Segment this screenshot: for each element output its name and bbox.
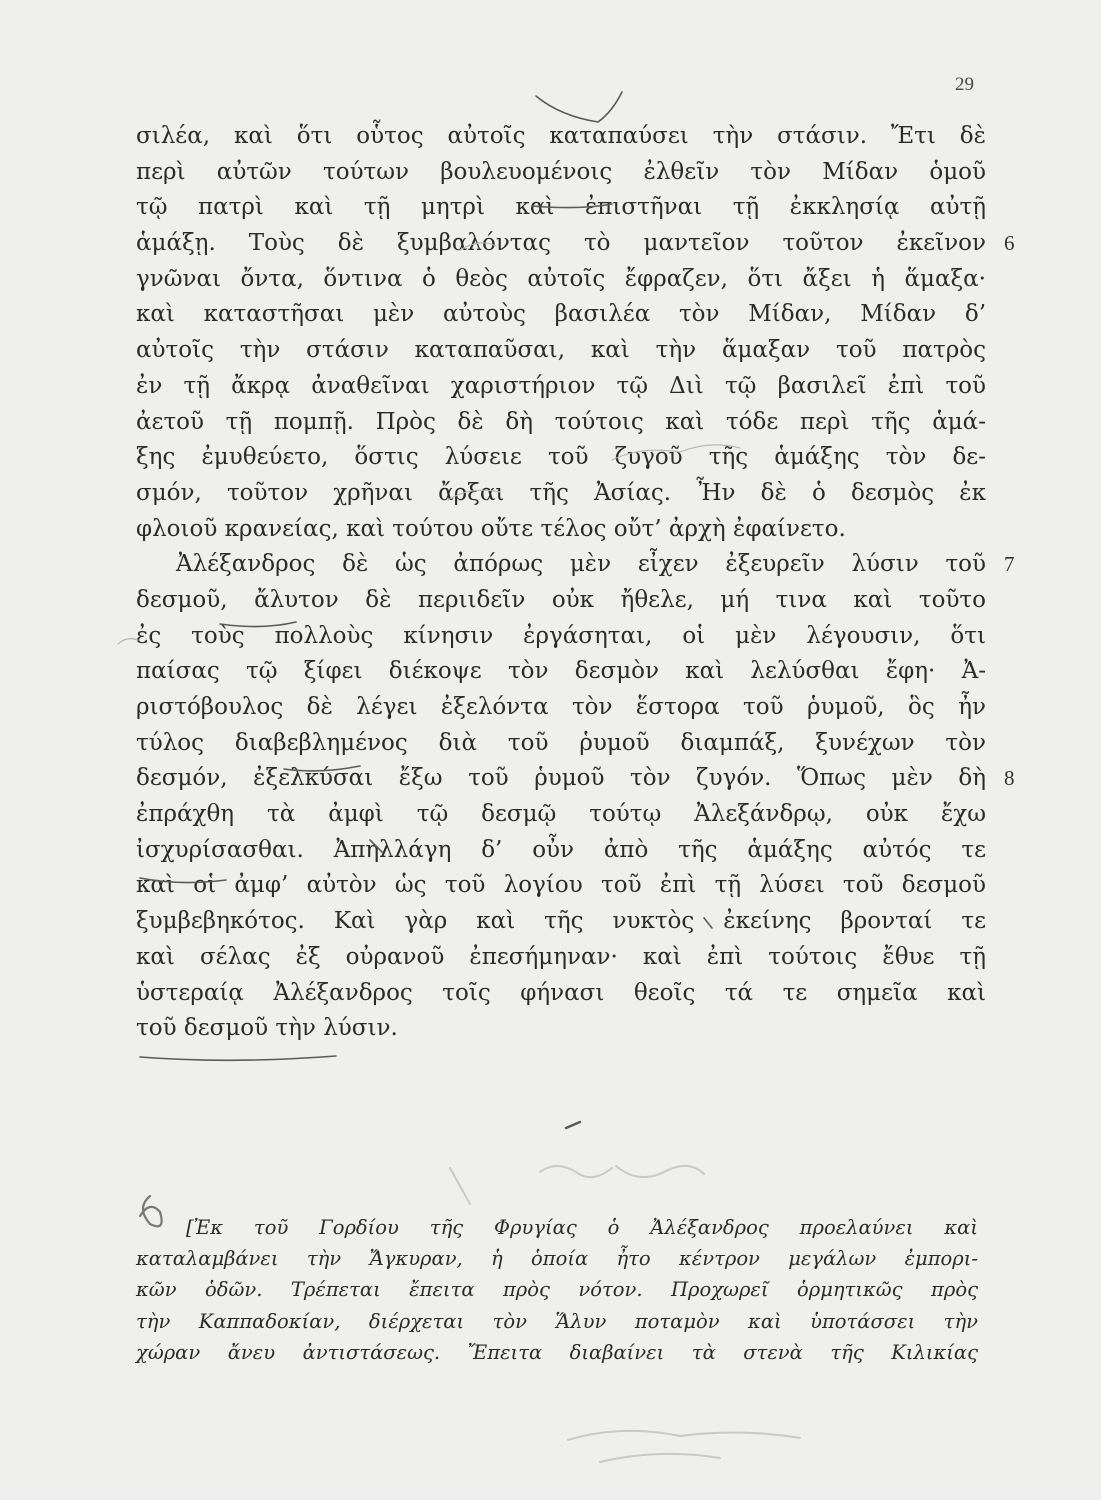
text-line: ξυμβεβηκότος. Καὶ γὰρ καὶ τῆς νυκτὸς ἐκείνης βρονταί τε xyxy=(136,908,986,935)
text-line: δεσμοῦ, ἄλυτον δὲ περιιδεῖν οὐκ ἤθελε, μή τινα καὶ τοῦτο xyxy=(136,586,986,613)
chapter-summary xyxy=(136,1212,978,1368)
text-line-content: δεσμόν, ἐξελκύσαι ἔξω τοῦ ῥυμοῦ τὸν ζυγόν. Ὅπως μὲν δὴ xyxy=(136,765,986,792)
summary-line: κῶν ὁδῶν. Τρέπεται ἔπειτα πρὸς νότον. Προχωρεῖ ὁρμητικῶς πρὸς xyxy=(136,1278,978,1302)
text-line: τύλος διαβεβλημένος διὰ τοῦ ῥυμοῦ διαμπάξ, ξυνέχων τὸν xyxy=(136,729,986,756)
text-line: γνῶναι ὄντα, ὅντινα ὁ θεὸς αὐτοῖς ἔφραζεν, ὅτι ἄξει ἡ ἅμαξα· xyxy=(136,265,986,292)
text-line: σιλέα, καὶ ὅτι οὗτος αὐτοῖς καταπαύσει τὴν στάσιν. Ἔτι δὲ xyxy=(136,123,986,149)
summary-line: τὴν Καππαδοκίαν, διέρχεται τὸν Ἅλυν ποταμὸν καὶ ὑποτάσσει τὴν xyxy=(136,1309,978,1333)
text-line: σμόν, τοῦτον χρῆναι ἄρξαι τῆς Ἀσίας. Ἦν δὲ ὁ δεσμὸς ἐκ xyxy=(136,479,986,506)
text-line xyxy=(136,547,1015,583)
text-line: ἐς τοὺς πολλοὺς κίνησιν ἐργάσηται, οἱ μὲν λέγουσιν, ὅτι xyxy=(136,622,986,649)
text-line: ἀετοῦ τῇ πομπῇ. Πρὸς δὲ δὴ τούτοις καὶ τόδε περὶ τῆς ἁμά- xyxy=(136,408,986,435)
summary-line: χώραν ἄνευ ἀντιστάσεως. Ἔπειτα διαβαίνει τὰ στενὰ τῆς Κιλικίας xyxy=(136,1340,978,1364)
text-line: καὶ σέλας ἐξ οὐρανοῦ ἐπεσήμηναν· καὶ ἐπὶ τούτοις ἔθυε τῇ xyxy=(136,943,986,970)
text-line: ἐν τῇ ἄκρᾳ ἀναθεῖναι χαριστήριον τῷ Διὶ τῷ βασιλεῖ ἐπὶ τοῦ xyxy=(136,372,986,399)
text-line: καὶ καταστῆσαι μὲν αὐτοὺς βασιλέα τὸν Μίδαν, Μίδαν δ’ xyxy=(136,301,986,328)
text-line: αὐτοῖς τὴν στάσιν καταπαῦσαι, καὶ τὴν ἅμαξαν τοῦ πατρὸς xyxy=(136,337,986,364)
page-number: 29 xyxy=(955,74,974,95)
section-number: 7 xyxy=(1004,552,1015,577)
text-line-content: ἁμάξῃ. Τοὺς δὲ ξυμβαλόντας τὸ μαντεῖον τοῦτον ἐκεῖνον xyxy=(136,230,986,257)
text-line: καὶ οἱ ἀμφ’ αὐτὸν ὡς τοῦ λογίου τοῦ ἐπὶ τῇ λύσει τοῦ δεσμοῦ xyxy=(136,872,986,899)
text-line-content: Ἀλέξανδρος δὲ ὡς ἀπόρως μὲν εἶχεν ἐξευρεῖν λύσιν τοῦ xyxy=(176,551,986,578)
main-text-block xyxy=(136,119,1015,1047)
text-line: περὶ αὐτῶν τούτων βουλευομένοις ἐλθεῖν τὸν Μίδαν ὁμοῦ xyxy=(136,158,986,185)
text-line: φλοιοῦ κρανείας, καὶ τούτου οὔτε τέλος οὔτ’ ἀρχὴ ἐφαίνετο. xyxy=(136,515,846,542)
text-line: τοῦ δεσμοῦ τὴν λύσιν. xyxy=(136,1015,398,1042)
text-line: ἐπράχθη τὰ ἀμφὶ τῷ δεσμῷ τούτῳ Ἀλεξάνδρῳ, οὐκ ἔχω xyxy=(136,801,986,828)
text-line xyxy=(136,226,1015,262)
summary-line: [Ἐκ τοῦ Γορδίου τῆς Φρυγίας ὁ Ἀλέξανδρος προελαύνει καὶ xyxy=(186,1216,978,1239)
text-line: ἰσχυρίσασθαι. Ἀπηλλάγη δ’ οὖν ἀπὸ τῆς ἁμάξης αὐτός τε xyxy=(136,836,986,863)
text-line: ριστόβουλος δὲ λέγει ἐξελόντα τὸν ἕστορα τοῦ ῥυμοῦ, ὃς ἦν xyxy=(136,694,986,720)
summary-line: καταλαμβάνει τὴν Ἄγκυραν, ἡ ὁποία ἦτο κέντρον μεγάλων ἐμπορι- xyxy=(136,1247,978,1271)
text-line: παίσας τῷ ξίφει διέκοψε τὸν δεσμὸν καὶ λελύσθαι ἔφη· Ἀ- xyxy=(136,658,986,685)
section-number: 8 xyxy=(1004,766,1015,791)
text-line: ὑστεραίᾳ Ἀλέξανδρος τοῖς φήνασι θεοῖς τά τε σημεῖα καὶ xyxy=(136,979,986,1006)
text-line: ξης ἐμυθεύετο, ὅστις λύσειε τοῦ ζυγοῦ τῆς ἁμάξης τὸν δε- xyxy=(136,444,986,471)
checkmark-stroke xyxy=(536,92,622,122)
section-number: 6 xyxy=(1004,231,1015,256)
text-line xyxy=(136,761,1015,797)
text-line: τῷ πατρὶ καὶ τῇ μητρὶ καὶ ἐπιστῆναι τῇ ἐκκλησίᾳ αὐτῇ xyxy=(136,194,986,221)
